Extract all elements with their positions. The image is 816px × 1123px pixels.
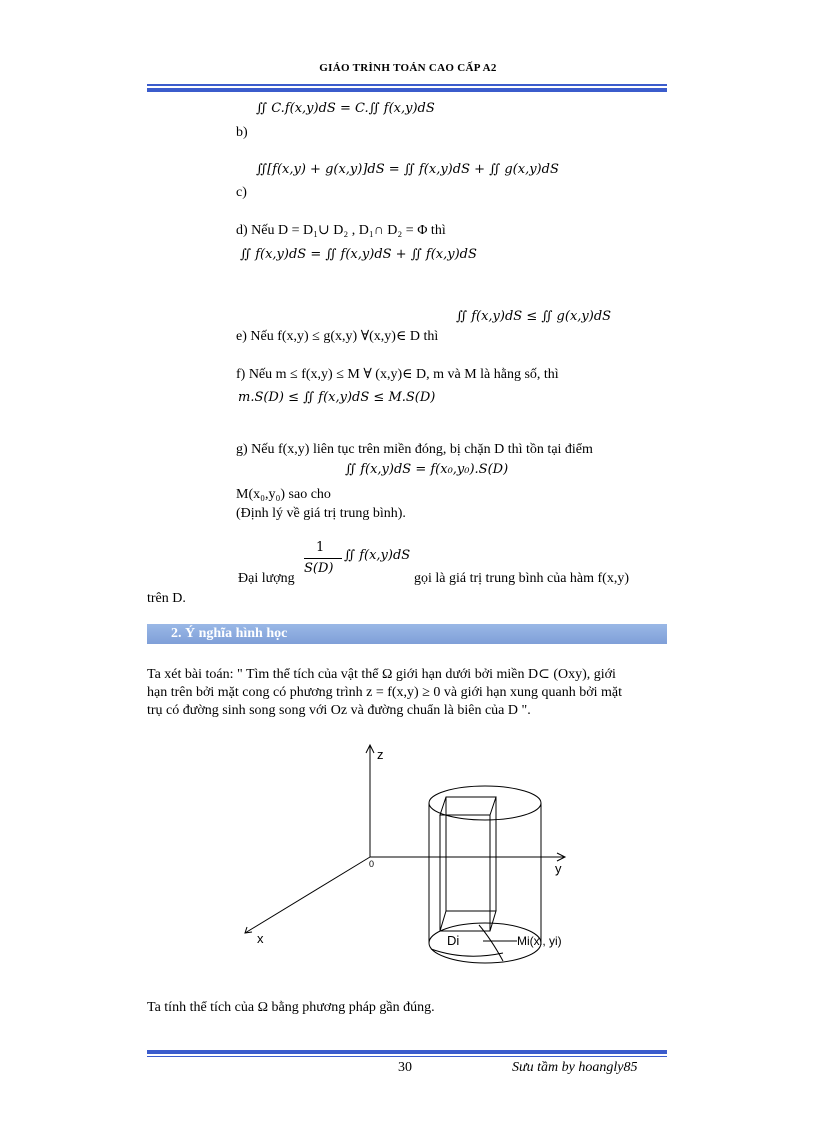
property-c-formula: ∬[f(x,y) + g(x,y)]dS = ∬ f(x,y)dS + ∬ g(x,y)dS xyxy=(256,162,559,177)
property-g-point: M(x₀,y₀) sao cho xyxy=(236,487,331,502)
origin-label: 0 xyxy=(369,859,375,869)
section-heading xyxy=(147,624,667,644)
mean-value-suffix: gọi là giá trị trung bình của hàm f(x,y) xyxy=(414,571,629,586)
column-top xyxy=(440,797,496,815)
property-g-label: g) Nếu f(x,y) liên tục trên miền đóng, bị chặn D thì tồn tại điểm xyxy=(236,442,593,457)
property-f-label: f) Nếu m ≤ f(x,y) ≤ M ∀ (x,y)∈ D, m và M là hằng số, thì xyxy=(236,367,559,382)
base-curve-1 xyxy=(431,949,503,956)
x-axis xyxy=(245,857,370,933)
property-g-formula: ∬ f(x,y)dS = f(x₀,y₀).S(D) xyxy=(345,462,509,477)
problem-line-2: hạn trên bởi mặt cong có phương trình z = f(x,y) ≥ 0 và giới hạn xung quanh bởi mặt xyxy=(147,685,623,700)
mean-value-prefix: Đại lượng xyxy=(238,571,295,586)
footer-rule xyxy=(147,1056,667,1057)
footer-credit: Sưu tầm by hoangly85 xyxy=(512,1060,638,1075)
page-header-title: GIÁO TRÌNH TOÁN CAO CẤP A2 xyxy=(319,62,497,74)
header-rule-thick xyxy=(147,88,667,92)
property-e-formula: ∬ f(x,y)dS ≤ ∬ g(x,y)dS xyxy=(456,309,612,324)
z-label: z xyxy=(377,747,384,762)
property-c-label: c) xyxy=(236,185,247,200)
property-d-formula: ∬ f(x,y)dS = ∬ f(x,y)dS + ∬ f(x,y)dS xyxy=(240,247,477,262)
property-f-formula: m.S(D) ≤ ∬ f(x,y)dS ≤ M.S(D) xyxy=(238,390,436,405)
page-number: 30 xyxy=(398,1060,412,1075)
mean-value-continuation: trên D. xyxy=(147,591,186,606)
mean-value-numerator: 1 xyxy=(316,540,325,555)
cylinder-volume-figure xyxy=(235,735,615,975)
property-b-label: b) xyxy=(236,125,248,140)
problem-line-3: trụ có đường sinh song song với Oz và đường chuẩn là biên của D ". xyxy=(147,703,531,718)
x-label: x xyxy=(257,931,264,946)
di-label: Di xyxy=(447,933,460,948)
property-d-label: d) Nếu D = D₁∪ D₂ , D₁∩ D₂ = Φ thì xyxy=(236,223,446,238)
property-b-formula: ∬ C.f(x,y)dS = C.∬ f(x,y)dS xyxy=(256,101,435,116)
mean-value-integral: ∬ f(x,y)dS xyxy=(344,548,411,563)
property-e-label: e) Nếu f(x,y) ≤ g(x,y) ∀(x,y)∈ D thì xyxy=(236,329,439,344)
conclusion-text: Ta tính thể tích của Ω bằng phương pháp gần đúng. xyxy=(147,1000,435,1015)
fraction-bar xyxy=(304,558,342,559)
problem-line-1: Ta xét bài toán: " Tìm thể tích của vật thể Ω giới hạn dưới bởi miền D⊂ (Oxy), giới xyxy=(147,667,616,682)
mean-value-denominator: S(D) xyxy=(304,561,334,576)
mi-label: Mi(xi, yi) xyxy=(517,934,562,948)
footer-rule-thick xyxy=(147,1050,667,1054)
y-label: y xyxy=(555,861,562,876)
section-title: 2. Ý nghĩa hình học xyxy=(171,626,288,641)
header-rule xyxy=(147,84,667,86)
property-g-note: (Định lý về giá trị trung bình). xyxy=(236,506,406,521)
